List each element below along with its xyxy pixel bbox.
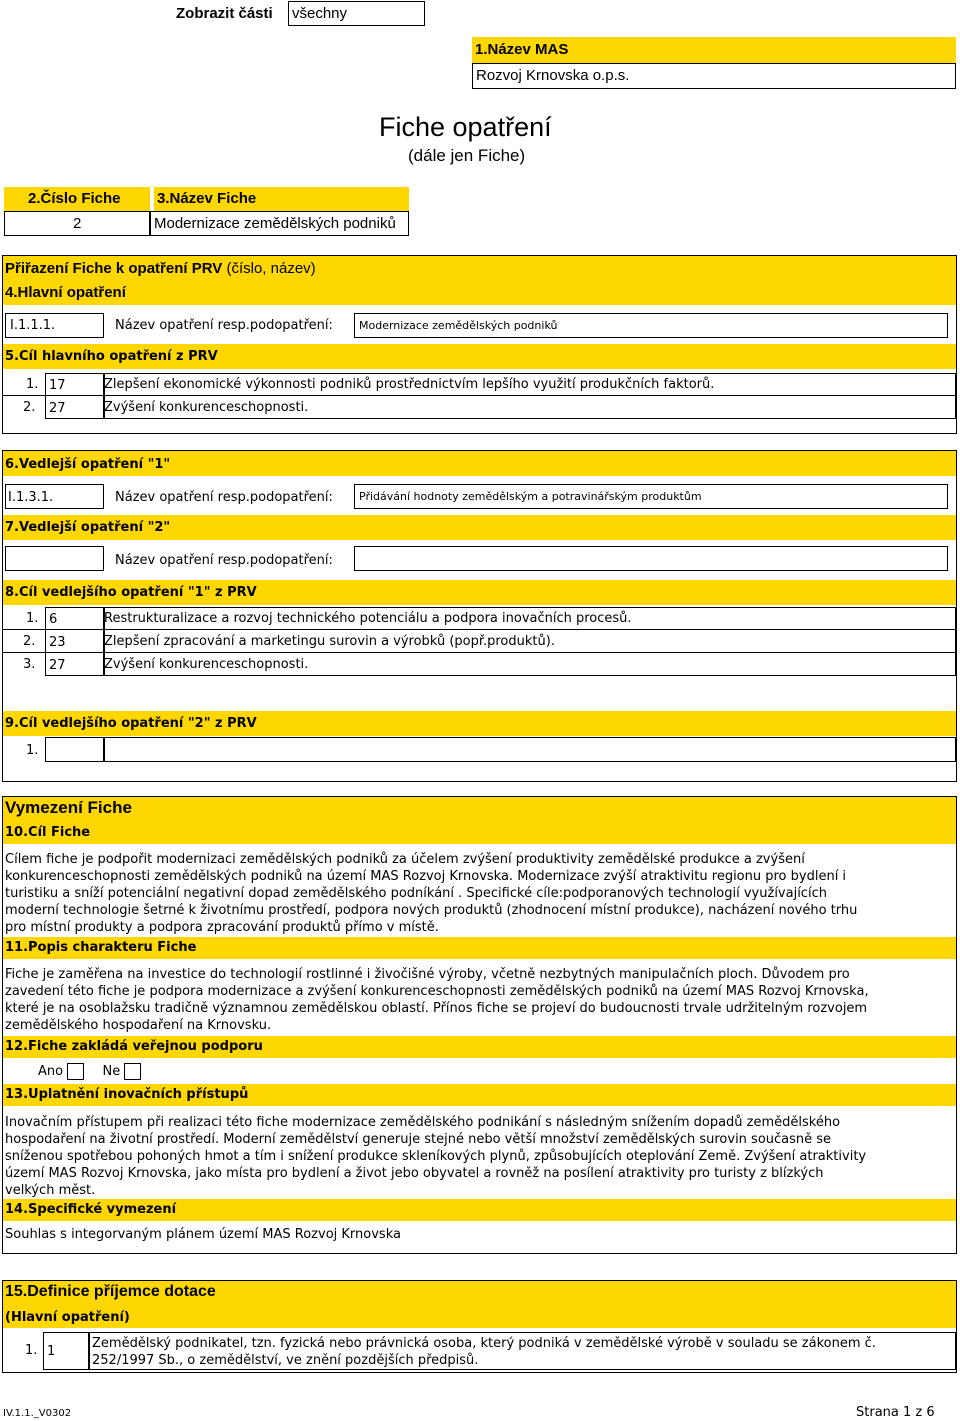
assignment-heading (5, 260, 316, 277)
character-bar (3, 937, 956, 959)
main-goal-list (3, 373, 956, 421)
side-goal-1-row (3, 653, 956, 676)
side-goal-1-code: 23 (49, 635, 66, 650)
side-goal-1-text: Restrukturalizace a rozvoj technického potenciálu a podpora inovačních procesů. (104, 611, 632, 626)
goal-text (5, 851, 953, 936)
page-subtitle: (dále jen Fiche) (408, 146, 526, 165)
main-goal-text: Zlepšení ekonomické výkonnosti podniků prostřednictvím lepšího využití produkčních faktorů. (104, 377, 715, 392)
mas-label: 1.Název MAS (475, 41, 569, 58)
fiche-number-box (4, 211, 150, 236)
side-goal-1-text: Zvýšení konkurenceschopnosti. (104, 657, 309, 672)
footer-code: IV.1.1._V0302 (3, 1408, 72, 1419)
specific-label: 14.Specifické vymezení (5, 1202, 177, 1217)
side-goal-1-bar (3, 580, 956, 605)
fiche-name-label-bar (154, 187, 409, 211)
innovation-bar (3, 1084, 956, 1106)
side-goal-2-list (3, 737, 956, 763)
fiche-name-label: 3.Název Fiche (157, 190, 257, 207)
beneficiary-row (3, 1332, 956, 1370)
side-goal-1-label: 8.Cíl vedlejšího opatření "1" z PRV (5, 585, 257, 600)
character-text-line: zavedení této fiche je podpora modernizace a zvýšení konkurenceschopnosti zemědělských podniků na území MAS Rozvoj Krnovska, (5, 984, 869, 999)
main-goal-text: Zvýšení konkurenceschopnosti. (104, 400, 309, 415)
show-parts-label: Zobrazit části (176, 5, 273, 22)
innovation-label: 13.Uplatnění inovačních přístupů (5, 1087, 249, 1102)
beneficiary-code-box (43, 1332, 89, 1370)
main-goal-idx: 1. (26, 377, 39, 392)
fiche-number-label: 2.Číslo Fiche (28, 190, 121, 207)
footer-page: Strana 1 z 6 (856, 1405, 935, 1420)
beneficiary-text-line: Zemědělský podnikatel, tzn. fyzická nebo právnická osoba, který podniká v zemědělské výrobě v souladu se zákonem č. (92, 1336, 876, 1351)
goal-text-line: Cílem fiche je podpořit modernizaci zemědělských podniků za účelem zvýšení produktivity zemědělské produkce a zvýšení (5, 852, 805, 867)
beneficiary-sub: (Hlavní opatření) (5, 1310, 130, 1325)
side-measure-2-name-field[interactable] (354, 546, 948, 571)
side-goal-1-list (3, 607, 956, 679)
beneficiary-sub-bar (3, 1306, 956, 1328)
goal-bar (3, 822, 956, 844)
mas-value-box (472, 63, 956, 89)
main-measure-code-box (5, 313, 104, 338)
beneficiary-text-box (89, 1332, 956, 1370)
main-measure-code: I.1.1.1. (10, 318, 56, 333)
side-measure-1-code-box (5, 484, 104, 509)
fiche-number-value: 2 (73, 215, 82, 232)
innovation-text-line: velkých měst. (5, 1183, 96, 1198)
side-goal-1-row (3, 630, 956, 653)
side-goal-1-code: 6 (49, 612, 58, 627)
character-text-line: které je na osoblažsku tradičně významnou zemědělskou oblastí. Přínos fiche se projeví do budoucnosti trvale udržitelným rozvojem (5, 1001, 868, 1016)
specific-text: Souhlas s integorvaným plánem území MAS Rozvoj Krnovska (5, 1227, 401, 1242)
side-goal-1-idx: 2. (23, 634, 36, 649)
main-goal-idx: 2. (23, 400, 36, 415)
side-measure-1-name-field[interactable] (354, 484, 948, 509)
goal-text-line: pro místní produkty a podpora zpracování produktů přímo v místě. (5, 920, 439, 935)
no-label: Ne (102, 1064, 121, 1079)
main-measure-label: 4.Hlavní opatření (5, 284, 126, 301)
beneficiary-code: 1 (47, 1344, 56, 1359)
character-text-line: zemědělského hospodaření na Krnovsku. (5, 1018, 272, 1033)
show-parts-select[interactable]: všechny (288, 1, 425, 26)
side-goal-1-text: Zlepšení zpracování a marketingu surovin a výrobků (popř.produktů). (104, 634, 555, 649)
main-measure-name-field[interactable] (354, 313, 948, 338)
side-measure-2-bar (3, 515, 956, 540)
main-goal-label: 5.Cíl hlavního opatření z PRV (5, 349, 218, 364)
fiche-number-label-bar (4, 187, 150, 211)
side-goal-2-label: 9.Cíl vedlejšího opatření "2" z PRV (5, 716, 257, 731)
goal-text-line: turistiku a sníží potenciální negativní dopad zemědělského podníkání . Specifické cíle:podporanových technologií využívajících (5, 886, 827, 901)
fiche-name-box (150, 211, 409, 236)
innovation-text-line: sníženou spotřebou pohoných hmot a tím i snížení produkce skleníkových plynů, způsobujících oteplování Země. Zvýšení atraktivity (5, 1149, 867, 1164)
public-support-options (38, 1062, 141, 1081)
no-checkbox[interactable] (124, 1063, 141, 1080)
definition-bar (3, 797, 956, 822)
page-title-text: Fiche opatření (379, 112, 552, 142)
side-goal-1-row (3, 607, 956, 630)
assignment-bar (3, 256, 956, 281)
innovation-text-line: území MAS Rozvoj Krnovska, jako místa pro bydlení a život jebo obyvatel a rovněž na posílení atraktivity pro turisty z blízkých (5, 1166, 824, 1181)
yes-checkbox[interactable] (67, 1063, 84, 1080)
main-goal-row (3, 396, 956, 419)
main-goal-code: 27 (49, 401, 66, 416)
side-goal-1-code: 27 (49, 658, 66, 673)
beneficiary-text-line: 252/1997 Sb., o zemědělství, ve znění pozdějších předpisů. (92, 1353, 479, 1368)
assignment-heading-normal: (číslo, název) (226, 260, 316, 277)
side-goal-1-idx: 1. (26, 611, 39, 626)
yes-label: Ano (38, 1064, 64, 1079)
fiche-name-value: Modernizace zemědělských podniků (154, 215, 396, 232)
side-goal-2-text-column (104, 737, 956, 762)
definition-heading: Vymezení Fiche (5, 798, 132, 817)
goal-text-line: konkurenceschopnosti zemědělských podniků na území MAS Rozvoj Krnovska. Modernizace zvýší atraktivitu regionu pro bydlení i (5, 869, 847, 884)
assignment-heading-bold: Přiřazení Fiche k opatření PRV (5, 260, 223, 277)
public-support-bar (3, 1036, 956, 1058)
specific-bar (3, 1199, 956, 1221)
public-support-label: 12.Fiche zakládá veřejnou podporu (5, 1039, 263, 1054)
main-measure-bar (3, 281, 956, 305)
character-label: 11.Popis charakteru Fiche (5, 940, 197, 955)
innovation-text-line: hospodaření na životní prostředí. Moderní zemědělství generuje stejné nebo větší množství zemědělských surovin současně se (5, 1132, 832, 1147)
goal-text-line: moderní technologie šetrné k životnímu prostředí, podpora nových produktů (zhodnocení místní produkce), nacházení nového trhu (5, 903, 858, 918)
mas-value: Rozvoj Krnovska o.p.s. (476, 67, 630, 84)
character-text (5, 966, 953, 1034)
side-goal-2-idx: 1. (26, 743, 39, 758)
side-measure-1-label: 6.Vedlejší opatření "1" (5, 457, 171, 472)
main-measure-name-label: Název opatření resp.podopatření: (115, 318, 333, 333)
innovation-text (5, 1114, 953, 1199)
side-goal-2-bar (3, 711, 956, 736)
mas-label-bar (472, 37, 956, 63)
main-goal-bar (3, 344, 956, 369)
main-goal-code: 17 (49, 378, 66, 393)
side-measure-1-code: I.1.3.1. (8, 490, 54, 505)
character-text-line: Fiche je zaměřena na investice do technologií rostlinné i živočišné výroby, včetně nezbytných manipulačních ploch. Důvodem pro (5, 967, 850, 982)
side-goal-2-code-column (45, 737, 104, 762)
main-goal-row (3, 373, 956, 396)
side-measure-1-bar (3, 451, 956, 476)
beneficiary-bar (3, 1281, 956, 1306)
goal-label: 10.Cíl Fiche (5, 825, 91, 840)
side-measure-2-label: 7.Vedlejší opatření "2" (5, 520, 171, 535)
side-measure-2-code-box (5, 546, 104, 571)
side-goal-1-idx: 3. (23, 657, 36, 672)
beneficiary-idx: 1. (25, 1343, 38, 1358)
beneficiary-heading: 15.Definice příjemce dotace (5, 1283, 216, 1300)
innovation-text-line: Inovačním přístupem při realizaci této fiche modernizace zemědělského podnikání s následným snížením dopadů zemědělského (5, 1115, 841, 1130)
side-measure-2-name-label: Název opatření resp.podopatření: (115, 553, 333, 568)
side-measure-1-name-label: Název opatření resp.podopatření: (115, 490, 333, 505)
